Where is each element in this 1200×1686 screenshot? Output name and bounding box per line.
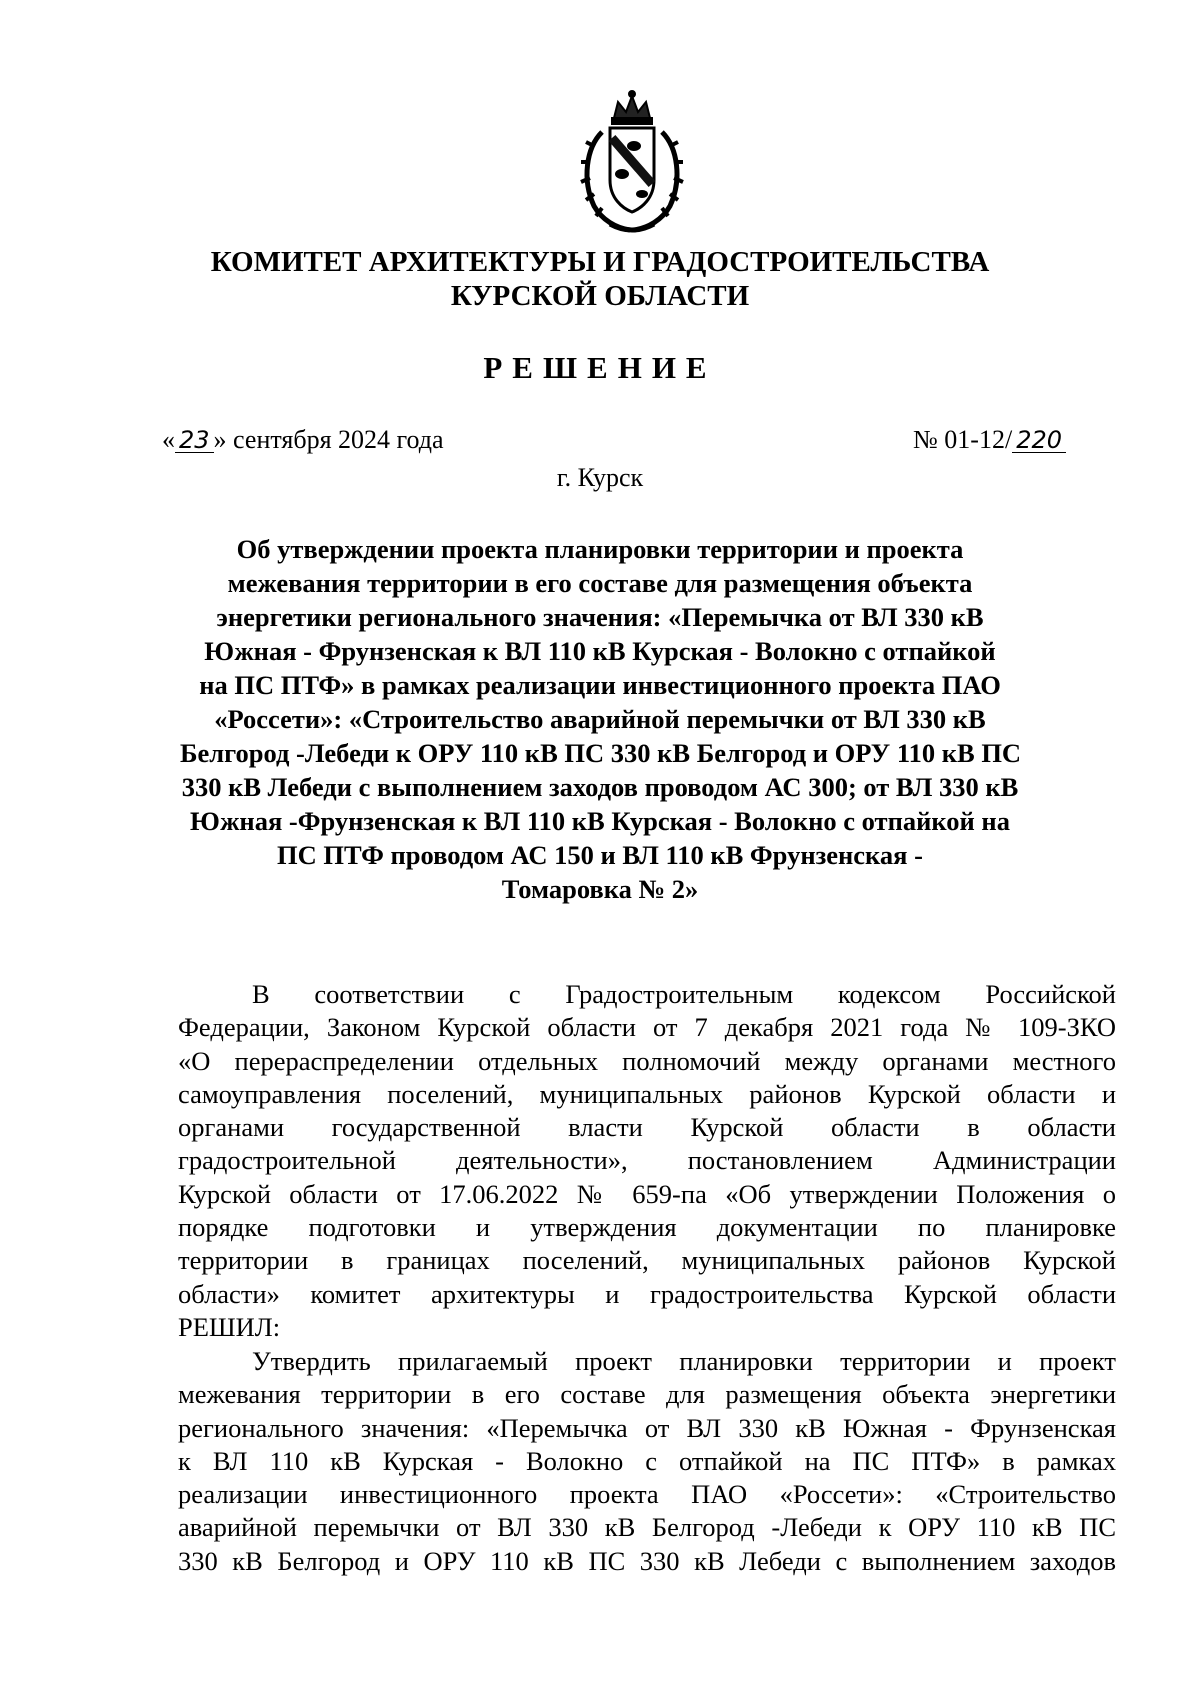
- title-line: 330 кВ Лебеди с выполнением заходов проводом АС 300; от ВЛ 330 кВ: [181, 772, 1019, 802]
- paragraph-legal-basis: [178, 978, 1116, 1344]
- number-handwritten: 220: [1012, 428, 1066, 453]
- paragraph-resolution: [178, 1345, 1116, 1578]
- paragraph-line: самоуправления поселений, муниципальных районов Курской области и: [178, 1078, 1116, 1109]
- paragraph-line: области» комитет архитектуры и градостроительства Курской области: [178, 1278, 1116, 1309]
- title-line: Об утверждении проекта планировки территории и проекта: [236, 534, 964, 564]
- title-line: на ПС ПТФ» в рамках реализации инвестиционного проекта ПАО: [199, 670, 1001, 700]
- document-type-heading: РЕШЕНИЕ: [483, 350, 717, 385]
- paragraph-line: Утвердить прилагаемый проект планировки территории и проект: [252, 1346, 1116, 1376]
- paragraph-line: Федерации, Законом Курской области от 7 декабря 2021 года № 109-ЗКО: [178, 1012, 1116, 1043]
- paragraph-line: межевания территории в его составе для размещения объекта энергетики: [178, 1379, 1116, 1410]
- title-line: Томаровка № 2»: [501, 874, 699, 904]
- paragraph-line: регионального значения: «Перемычка от ВЛ 330 кВ Южная - Фрунзенская: [178, 1412, 1116, 1443]
- title-line: ПС ПТФ проводом АС 150 и ВЛ 110 кВ Фрунзенская -: [277, 840, 923, 870]
- paragraph-line: к ВЛ 110 кВ Курская - Волокно с отпайкой на ПС ПТФ» в рамках: [178, 1445, 1116, 1476]
- paragraph-line: территории в границах поселений, муниципальных районов Курской: [178, 1245, 1116, 1276]
- title-line: межевания территории в его составе для размещения объекта: [227, 568, 973, 598]
- paragraph-line: градостроительной деятельности», постановлением Администрации: [178, 1145, 1116, 1176]
- paragraph-line: реализации инвестиционного проекта ПАО «Россети»: «Строительство: [178, 1479, 1116, 1510]
- committee-name-line-1: КОМИТЕТ АРХИТЕКТУРЫ И ГРАДОСТРОИТЕЛЬСТВА: [210, 246, 990, 278]
- paragraph-line: порядке подготовки и утверждения документации по планировке: [178, 1212, 1116, 1243]
- paragraph-line: 330 кВ Белгород и ОРУ 110 кВ ПС 330 кВ Лебеди с выполнением заходов: [178, 1545, 1116, 1576]
- title-line: энергетики регионального значения: «Перемычка от ВЛ 330 кВ: [216, 602, 984, 632]
- number-prefix: № 01-12/: [912, 425, 1013, 454]
- paragraph-line: органами государственной власти Курской области в области: [178, 1112, 1116, 1143]
- title-line: Южная - Фрунзенская к ВЛ 110 кВ Курская - Волокно с отпайкой: [204, 636, 996, 666]
- paragraph-line: РЕШИЛ:: [178, 1311, 281, 1342]
- title-line: «Россети»: «Строительство аварийной перемычки от ВЛ 330 кВ: [214, 704, 986, 734]
- title-line: Белгород -Лебеди к ОРУ 110 кВ ПС 330 кВ Белгород и ОРУ 110 кВ ПС: [180, 738, 1022, 768]
- document-number: [913, 425, 1066, 455]
- title-line: Южная -Фрунзенская к ВЛ 110 кВ Курская - Волокно с отпайкой на: [190, 806, 1010, 836]
- paragraph-line: В соответствии с Градостроительным кодексом Российской: [252, 979, 1116, 1009]
- date-day-handwritten: 23: [175, 428, 214, 453]
- date-open-quote: «: [162, 425, 175, 454]
- document-title: [180, 532, 1020, 906]
- committee-name-line-2: КУРСКОЙ ОБЛАСТИ: [450, 280, 750, 312]
- paragraph-line: «О перераспределении отдельных полномочий между органами местного: [178, 1045, 1116, 1076]
- document-date: [162, 425, 444, 455]
- coat-of-arms-emblem: [572, 88, 692, 236]
- paragraph-line: Курской области от 17.06.2022 № 659-па «Об утверждении Положения о: [178, 1178, 1116, 1209]
- paragraph-line: аварийной перемычки от ВЛ 330 кВ Белгород -Лебеди к ОРУ 110 кВ ПС: [178, 1512, 1116, 1543]
- document-city: г. Курск: [556, 463, 644, 492]
- date-month-year: » сентября 2024 года: [213, 425, 444, 454]
